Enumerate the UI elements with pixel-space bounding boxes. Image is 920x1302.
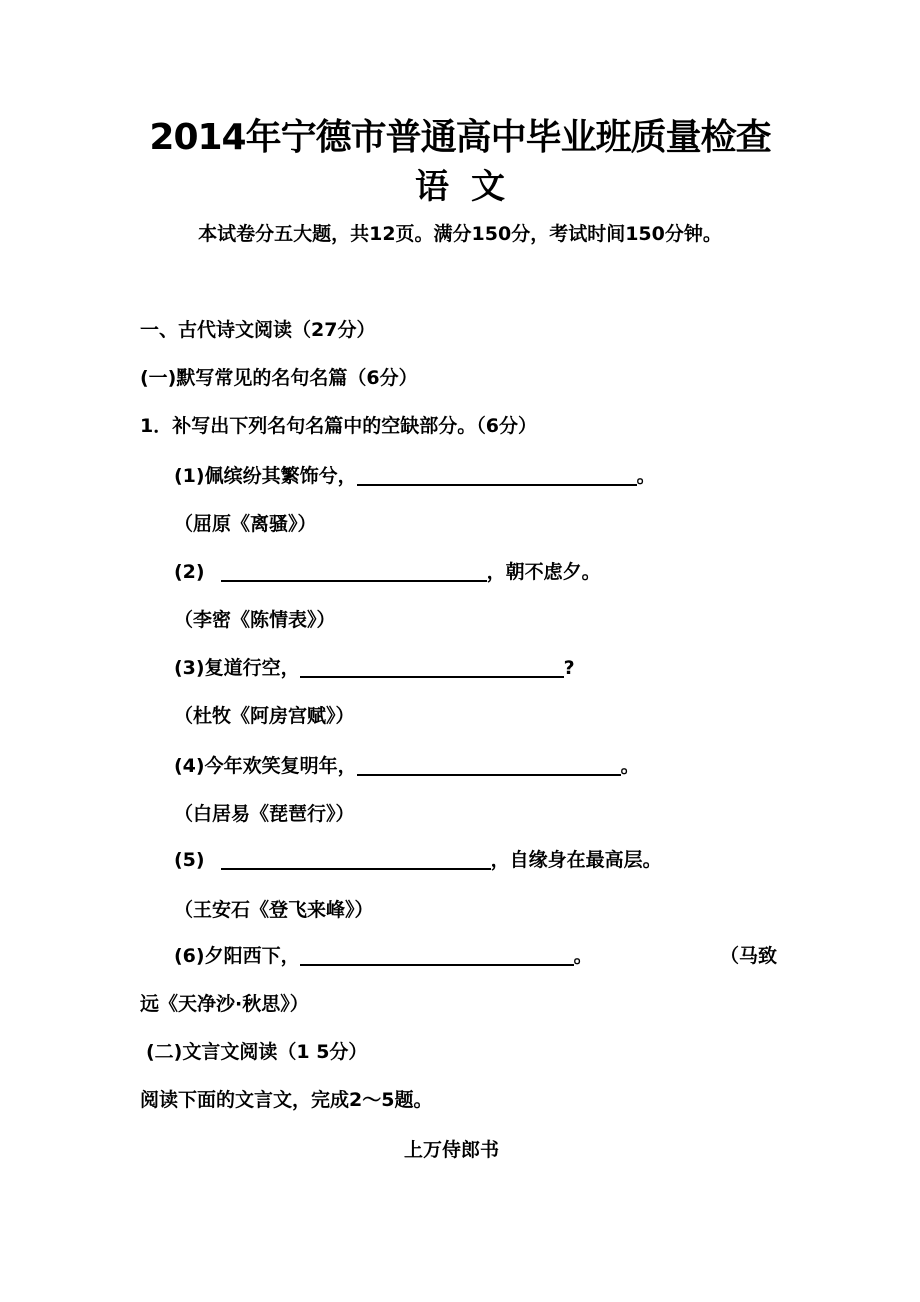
- item-6-source-start: （马致: [720, 945, 778, 967]
- item-number: (2): [174, 561, 205, 583]
- answer-blank[interactable]: [221, 560, 487, 582]
- subject-char-1: 语: [415, 167, 449, 207]
- item-text-before: 夕阳西下，: [204, 945, 300, 967]
- reading-instruction: 阅读下面的文言文，完成2～5题。: [140, 1089, 433, 1111]
- item-6-source-end: 远《天净沙·秋思》）: [140, 993, 309, 1015]
- item-5-line: [174, 846, 662, 874]
- item-4-source: （白居易《琵琶行》）: [174, 803, 355, 825]
- item-text-before: 今年欢笑复明年，: [204, 755, 357, 777]
- answer-blank[interactable]: [357, 754, 621, 776]
- item-text-before: 佩缤纷其繁饰兮，: [204, 465, 357, 487]
- subsection-heading-1: (一)默写常见的名句名篇（6分）: [140, 367, 418, 389]
- item-5-source: （王安石《登飞来峰》）: [174, 899, 374, 921]
- subsection-heading-2: (二)文言文阅读（1 5分）: [146, 1041, 368, 1063]
- item-3-source: （杜牧《阿房宫赋》）: [174, 705, 355, 727]
- item-number: (4): [174, 755, 205, 777]
- item-4-line: [174, 752, 640, 780]
- item-2-line: [174, 558, 601, 586]
- item-text-before: 复道行空，: [204, 657, 300, 679]
- item-text-after: 。: [573, 945, 593, 967]
- item-2-source: （李密《陈情表》）: [174, 609, 336, 631]
- item-text-after: ，自缘身在最高层。: [490, 849, 662, 871]
- item-number: (3): [174, 657, 205, 679]
- question-1: 1．补写出下列名句名篇中的空缺部分。（6分）: [140, 415, 537, 437]
- item-3-line: [174, 654, 575, 682]
- answer-blank[interactable]: [221, 848, 491, 870]
- exam-intro: 本试卷分五大题，共12页。满分150分，考试时间150分钟。: [198, 223, 722, 245]
- item-text-after: ，朝不虑夕。: [486, 561, 601, 583]
- item-text-after: 。: [620, 755, 640, 777]
- section-heading: 一、古代诗文阅读（27分）: [140, 319, 376, 341]
- item-6-line: [174, 942, 593, 970]
- item-1-line: [174, 462, 656, 490]
- item-number: (1): [174, 465, 205, 487]
- item-text-after: 。: [636, 465, 656, 487]
- answer-blank[interactable]: [300, 656, 564, 678]
- item-number: (6): [174, 945, 205, 967]
- subject-char-2: 文: [471, 167, 505, 207]
- exam-title: 2014年宁德市普通高中毕业班质量检查: [149, 117, 771, 158]
- item-text-after: ?: [563, 657, 575, 679]
- passage-title: 上万侍郎书: [404, 1139, 500, 1161]
- answer-blank[interactable]: [300, 944, 574, 966]
- subject-title: [0, 164, 920, 210]
- item-1-source: （屈原《离骚》）: [174, 513, 317, 535]
- item-number: (5): [174, 849, 205, 871]
- answer-blank[interactable]: [357, 464, 637, 486]
